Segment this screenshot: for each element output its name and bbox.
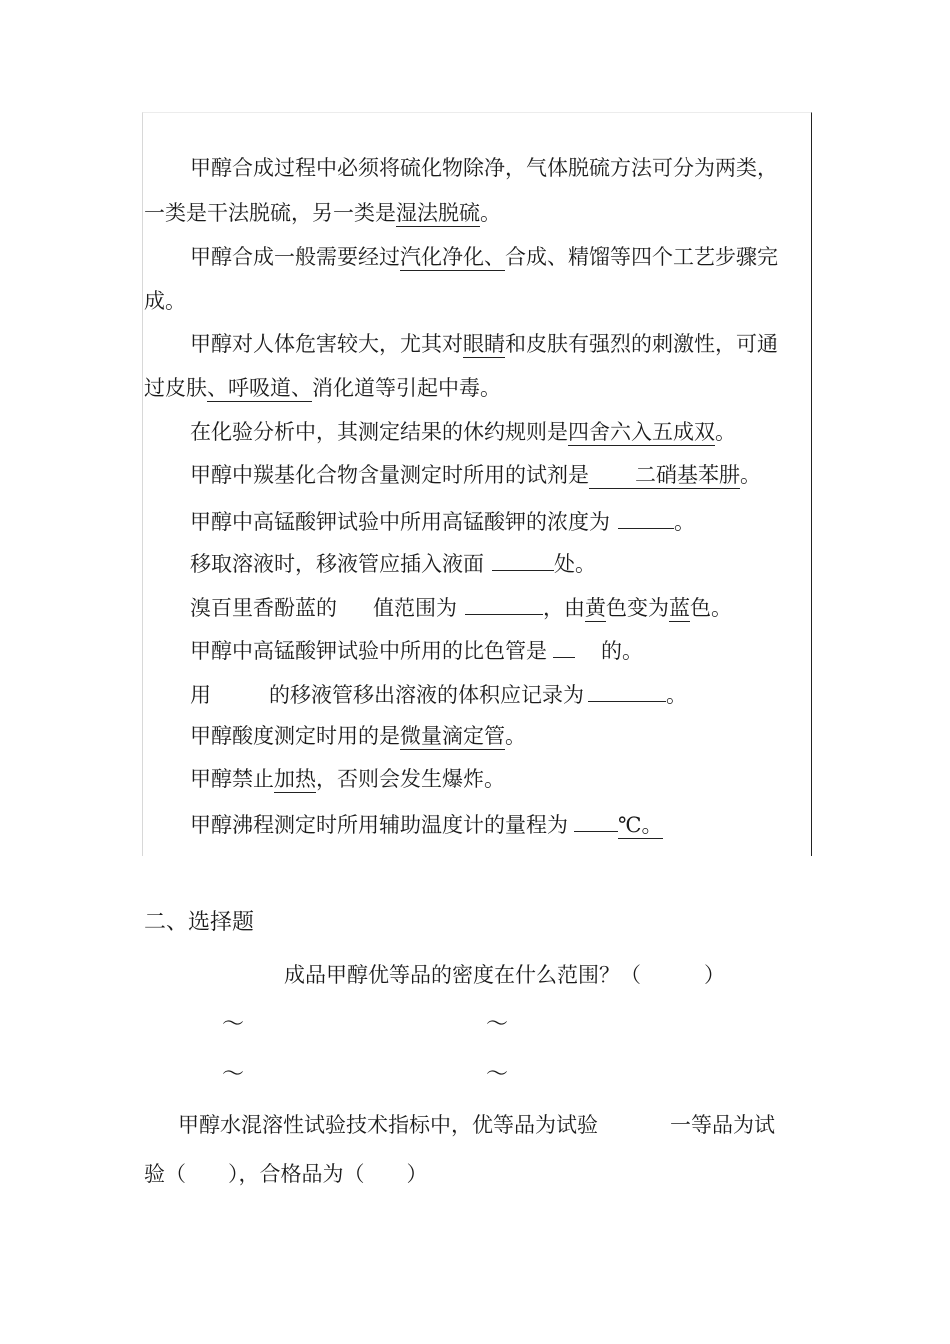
question-2-line-2: 验（ ），合格品为（ ） <box>144 1162 428 1186</box>
para-9: 甲醇中高锰酸钾试验中所用的比色管是 的。 <box>190 635 643 665</box>
para-1-line-2: 一类是干法脱硫，另一类是湿法脱硫。 <box>144 201 501 225</box>
para-1-line-1: 甲醇合成过程中必须将硫化物除净，气体脱硫方法可分为两类， <box>190 156 778 180</box>
para-6: 甲醇中高锰酸钾试验中所用高锰酸钾的浓度为 。 <box>190 506 695 536</box>
answer-underline: 汽化净化、 <box>400 245 505 269</box>
option-a: ～ <box>222 1012 245 1037</box>
blank-line <box>492 548 554 571</box>
para-3-line-2: 过皮肤、呼吸道、消化道等引起中毒。 <box>144 376 501 400</box>
section-heading-choice: 二、选择题 <box>144 910 255 935</box>
para-8: 溴百里香酚蓝的 值范围为 ，由黄色变为蓝色。 <box>190 592 732 622</box>
para-11: 甲醇酸度测定时用的是微量滴定管。 <box>190 724 526 748</box>
para-7: 移取溶液时，移液管应插入液面 处。 <box>190 548 596 578</box>
blank-line <box>618 506 674 529</box>
answer-underline: 湿法脱硫 <box>396 201 480 225</box>
option-c: ～ <box>222 1062 245 1087</box>
blank-line <box>574 809 618 832</box>
answer-underline: 微量滴定管 <box>400 724 505 748</box>
para-13: 甲醇沸程测定时所用辅助温度计的量程为 ℃。 <box>190 809 663 839</box>
question-1: 成品甲醇优等品的密度在什么范围？（ ） <box>284 963 725 987</box>
answer-underline: 蓝 <box>669 596 690 620</box>
answer-underline: 二硝基苯肼 <box>589 463 740 489</box>
question-2-line-1: 甲醇水混溶性试验技术指标中，优等品为试验 一等品为试 <box>178 1113 775 1137</box>
answer-underline: 加热 <box>274 767 316 791</box>
blank-line <box>465 592 543 615</box>
answer-underline: 四舍六入五成双 <box>568 420 715 444</box>
blank-line <box>553 635 575 658</box>
answer-underline: 眼睛 <box>463 332 505 356</box>
answer-underline: 、呼吸道、 <box>207 376 312 400</box>
para-12: 甲醇禁止加热，否则会发生爆炸。 <box>190 767 505 791</box>
para-4: 在化验分析中，其测定结果的休约规则是四舍六入五成双。 <box>190 420 736 444</box>
option-b: ～ <box>486 1012 509 1037</box>
para-10: 用 的移液管移出溶液的体积应记录为 。 <box>190 679 687 709</box>
para-2-line-2: 成。 <box>144 289 186 313</box>
para-2-line-1: 甲醇合成一般需要经过汽化净化、合成、精馏等四个工艺步骤完 <box>190 245 778 269</box>
para-3-line-1: 甲醇对人体危害较大，尤其对眼睛和皮肤有强烈的刺激性，可通 <box>190 332 778 356</box>
option-d: ～ <box>486 1062 509 1087</box>
para-5: 甲醇中羰基化合物含量测定时所用的试剂是 二硝基苯肼。 <box>190 463 761 487</box>
answer-underline: 黄 <box>585 596 606 620</box>
blank-line <box>588 679 666 702</box>
